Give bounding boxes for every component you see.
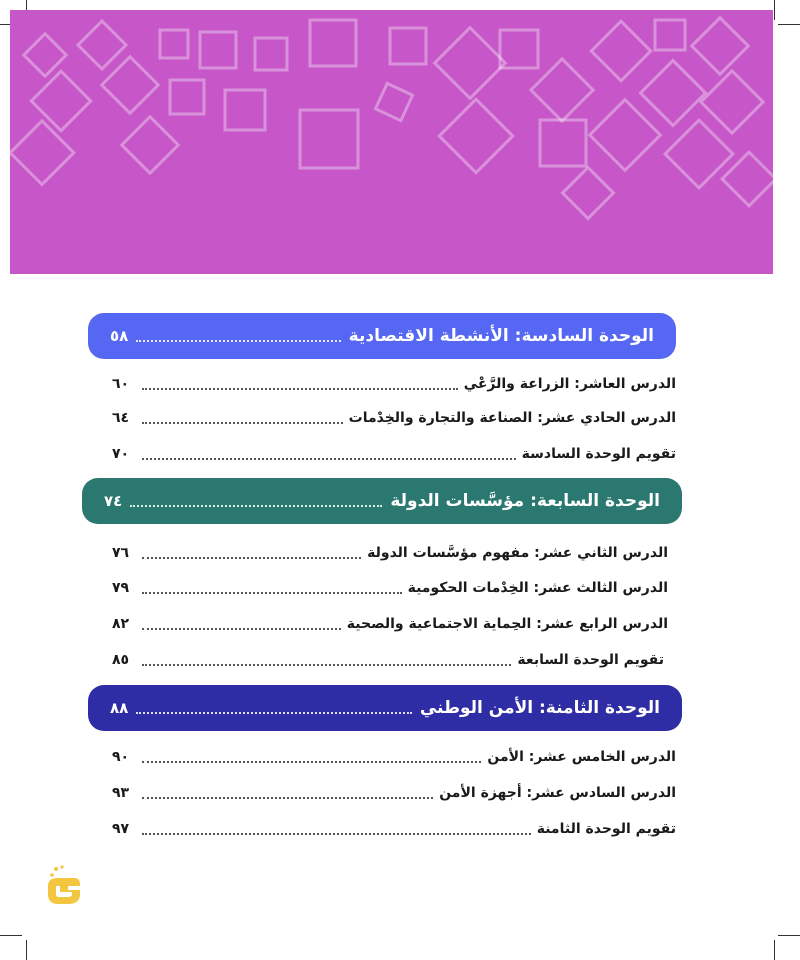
leader-dots [142, 761, 481, 763]
review-title: تقويم الوحدة السادسة [521, 446, 676, 462]
page-number: ٩٣ [112, 785, 130, 801]
lesson-title: الدرس الرابع عشر: الحِماية الاجتماعية والصحية [346, 616, 668, 632]
page-number: ٩٧ [112, 821, 130, 837]
leader-dots [142, 557, 361, 559]
page-number: ٨٥ [112, 652, 130, 668]
leader-dots [130, 505, 382, 507]
lesson-title: الدرس الحادي عشر: الصناعة والتجارة والخِدْمات [348, 410, 676, 426]
crop-mark [774, 940, 775, 960]
leader-dots [142, 797, 433, 799]
page-number: ٨٢ [112, 616, 130, 632]
crop-mark [0, 935, 22, 936]
unit-8-header[interactable] [88, 685, 682, 731]
lesson-title: الدرس الثالث عشر: الخِدْمات الحكومية [407, 580, 668, 596]
page-number: ٧٩ [112, 580, 130, 596]
toc-entry[interactable] [112, 648, 664, 672]
toc-entry[interactable] [112, 817, 676, 841]
toc-entry[interactable] [112, 612, 668, 636]
lesson-title: الدرس العاشر: الزراعة والرَّعْي [463, 376, 676, 392]
unit-title: الوحدة السادسة: الأنشطة الاقتصادية [348, 326, 654, 346]
page-number: ٥٨ [110, 327, 129, 345]
banner-pattern [10, 10, 773, 274]
page-number: ٩٠ [112, 749, 130, 765]
lesson-title: الدرس السادس عشر: أجهزة الأمن [439, 785, 676, 801]
page-number: ٧٠ [112, 446, 130, 462]
page-number: ٦٠ [112, 376, 130, 392]
leader-dots [142, 388, 458, 390]
page-number: ٧٤ [104, 492, 123, 510]
leader-dots [142, 592, 402, 594]
unit-title: الوحدة الثامنة: الأمن الوطني [419, 698, 660, 718]
page-number: ٨٨ [110, 699, 129, 717]
toc-entry[interactable] [112, 372, 676, 396]
leader-dots [142, 628, 341, 630]
leader-dots [142, 833, 531, 835]
leader-dots [142, 458, 516, 460]
lesson-title: الدرس الثاني عشر: مفهوم مؤسَّسات الدولة [367, 545, 668, 561]
crop-mark [778, 935, 800, 936]
page-number: ٦٤ [112, 410, 130, 426]
toc-entry[interactable] [112, 781, 676, 805]
crop-mark [774, 0, 775, 20]
leader-dots [136, 340, 340, 342]
unit-6-header[interactable] [88, 313, 676, 359]
crop-mark [26, 940, 27, 960]
review-title: تقويم الوحدة السابعة [517, 652, 664, 668]
toc-entry[interactable] [112, 406, 676, 430]
toc-entry[interactable] [112, 576, 668, 600]
leader-dots [142, 664, 511, 666]
crop-mark [778, 24, 800, 25]
toc-entry[interactable] [112, 442, 676, 466]
unit-title: الوحدة السابعة: مؤسَّسات الدولة [390, 491, 660, 511]
lesson-title: الدرس الخامس عشر: الأمن [487, 749, 676, 765]
page-number: ٧٦ [112, 545, 130, 561]
review-title: تقويم الوحدة الثامنة [536, 821, 676, 837]
leader-dots [136, 712, 412, 714]
book-logo-icon [44, 864, 84, 916]
toc-entry[interactable] [112, 541, 668, 565]
unit-7-header[interactable] [82, 478, 682, 524]
toc-entry[interactable] [112, 745, 676, 769]
leader-dots [142, 422, 343, 424]
header-banner [10, 10, 773, 274]
